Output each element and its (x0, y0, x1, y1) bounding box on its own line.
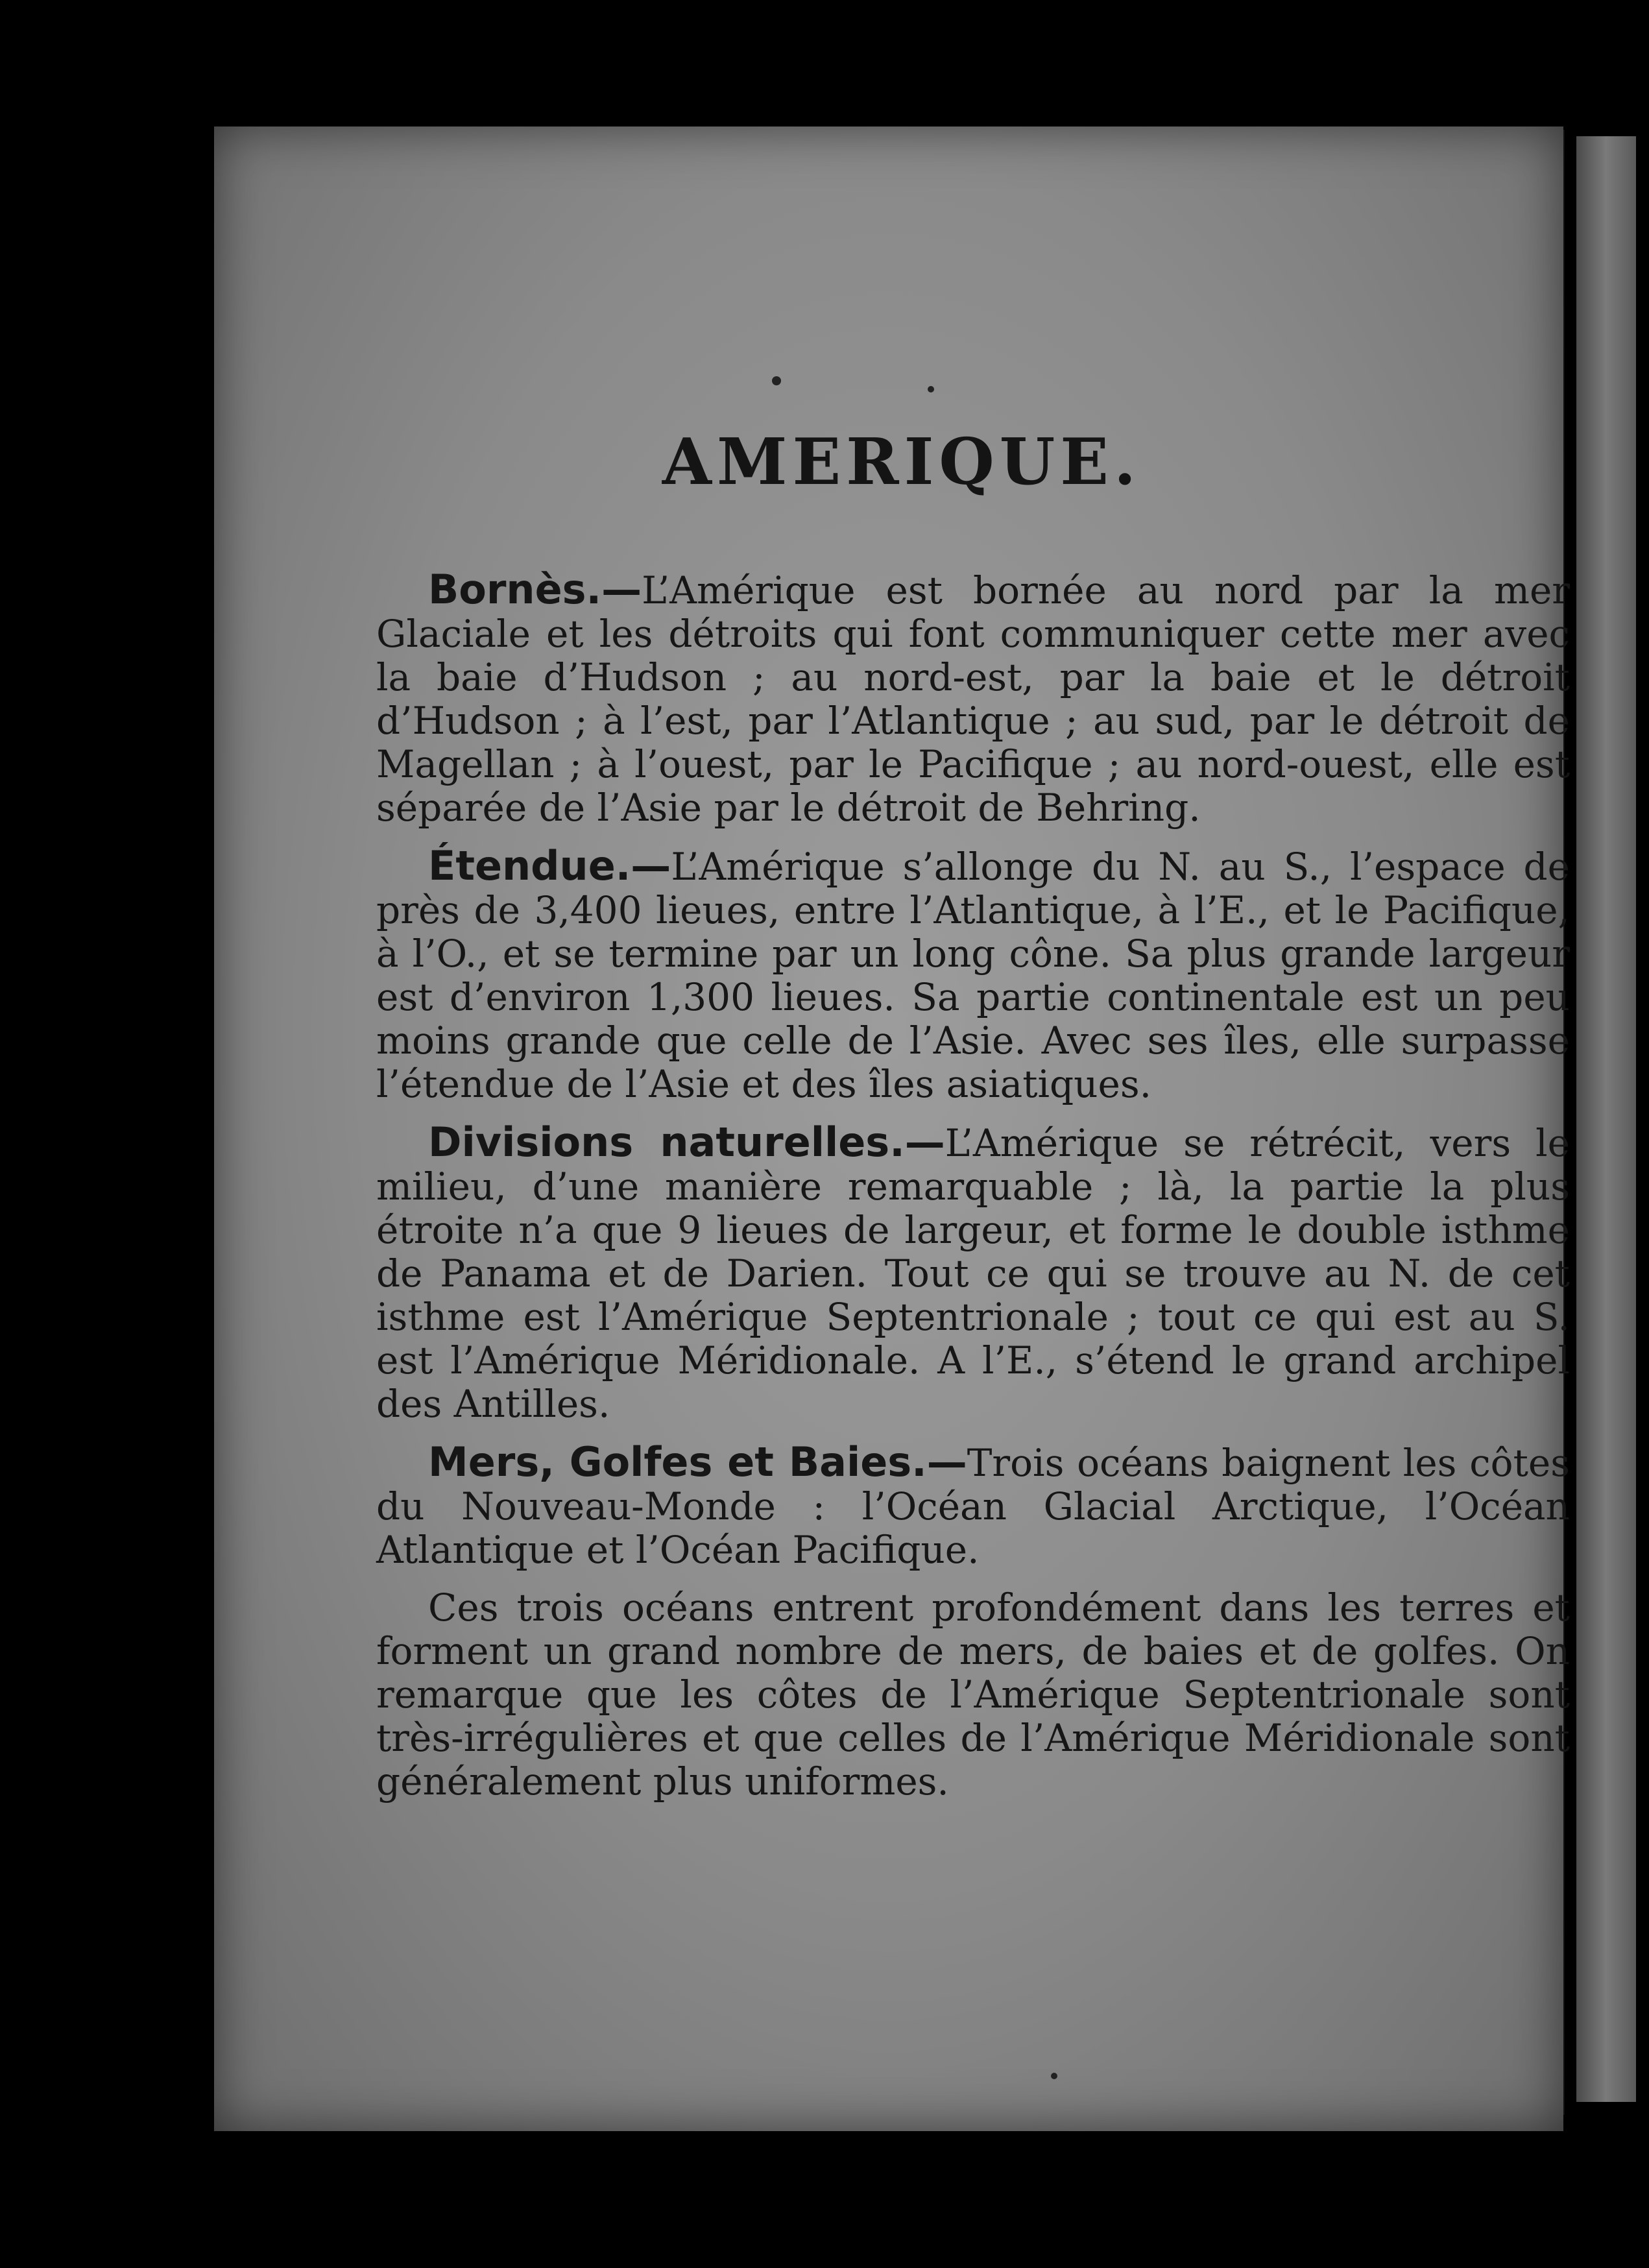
ink-speck (772, 376, 781, 385)
section-bornes (376, 568, 1570, 830)
section-text: L’Amérique est bornée au nord par la mer Glaciale et les détroits qui font communiquer cette mer avec la baie d’Hudson ; au nord-est, par la baie et le détroit d’Hudson ; à l’est, par l’Atlantique ; au sud, par le détroit de Magellan ; à l’ouest, par le Pacifique ; au nord-ouest, elle est séparée de l’Asie par le détroit de Behring. (376, 568, 1570, 830)
section-text: L’Amérique s’allonge du N. au S., l’espace de près de 3,400 lieues, entre l’Atlantique, à l’E., et le Pacifique, à l’O., et se termine par un long cône. Sa plus grande largeur est d’environ 1,300 lieues. Sa partie continentale est un peu moins grande que celle de l’Asie. Avec ses îles, elle surpasse l’étendue de l’Asie et des îles asiatiques. (376, 845, 1570, 1106)
section-heading: Bornès.— (428, 566, 642, 613)
section-heading: Étendue.— (428, 842, 671, 889)
section-divisions-naturelles (376, 1120, 1570, 1426)
section-text: L’Amérique se rétrécit, vers le milieu, d’une manière remarquable ; là, la partie la plus étroite n’a que 9 lieues de largeur, et forme le double isthme de Panama et de Darien. Tout ce qui se trouve au N. de cet isthme est l’Amérique Septentrionale ; tout ce qui est au S. est l’Amérique Méridionale. A l’E., s’étend le grand archipel des Antilles. (376, 1121, 1571, 1426)
section-text: Trois océans baignent les côtes du Nouveau-Monde : l’Océan Glacial Arctique, l’Océan Atlantique et l’Océan Pacifique. (376, 1441, 1570, 1572)
ink-speck (1051, 2073, 1057, 2079)
page-title: AMERIQUE. (662, 425, 1142, 500)
section-mers-golfes-baies (376, 1440, 1570, 1572)
section-etendue (376, 844, 1570, 1106)
body-text (376, 568, 1570, 1818)
adjacent-page-edge (1576, 136, 1636, 2102)
section-heading: Divisions naturelles.— (428, 1118, 945, 1166)
section-oceans-paragraph (376, 1586, 1570, 1804)
section-heading: Mers, Golfes et Baies.— (428, 1438, 967, 1486)
book-page (214, 127, 1571, 2131)
section-text: Ces trois océans entrent profondément dans les terres et forment un grand nombre de mers, de baies et de golfes. On remarque que les côtes de l’Amérique Septentrionale sont très-irrégulières et que celles de l’Amérique Méridionale sont généralement plus uniformes. (376, 1586, 1570, 1804)
ink-speck (928, 386, 934, 392)
